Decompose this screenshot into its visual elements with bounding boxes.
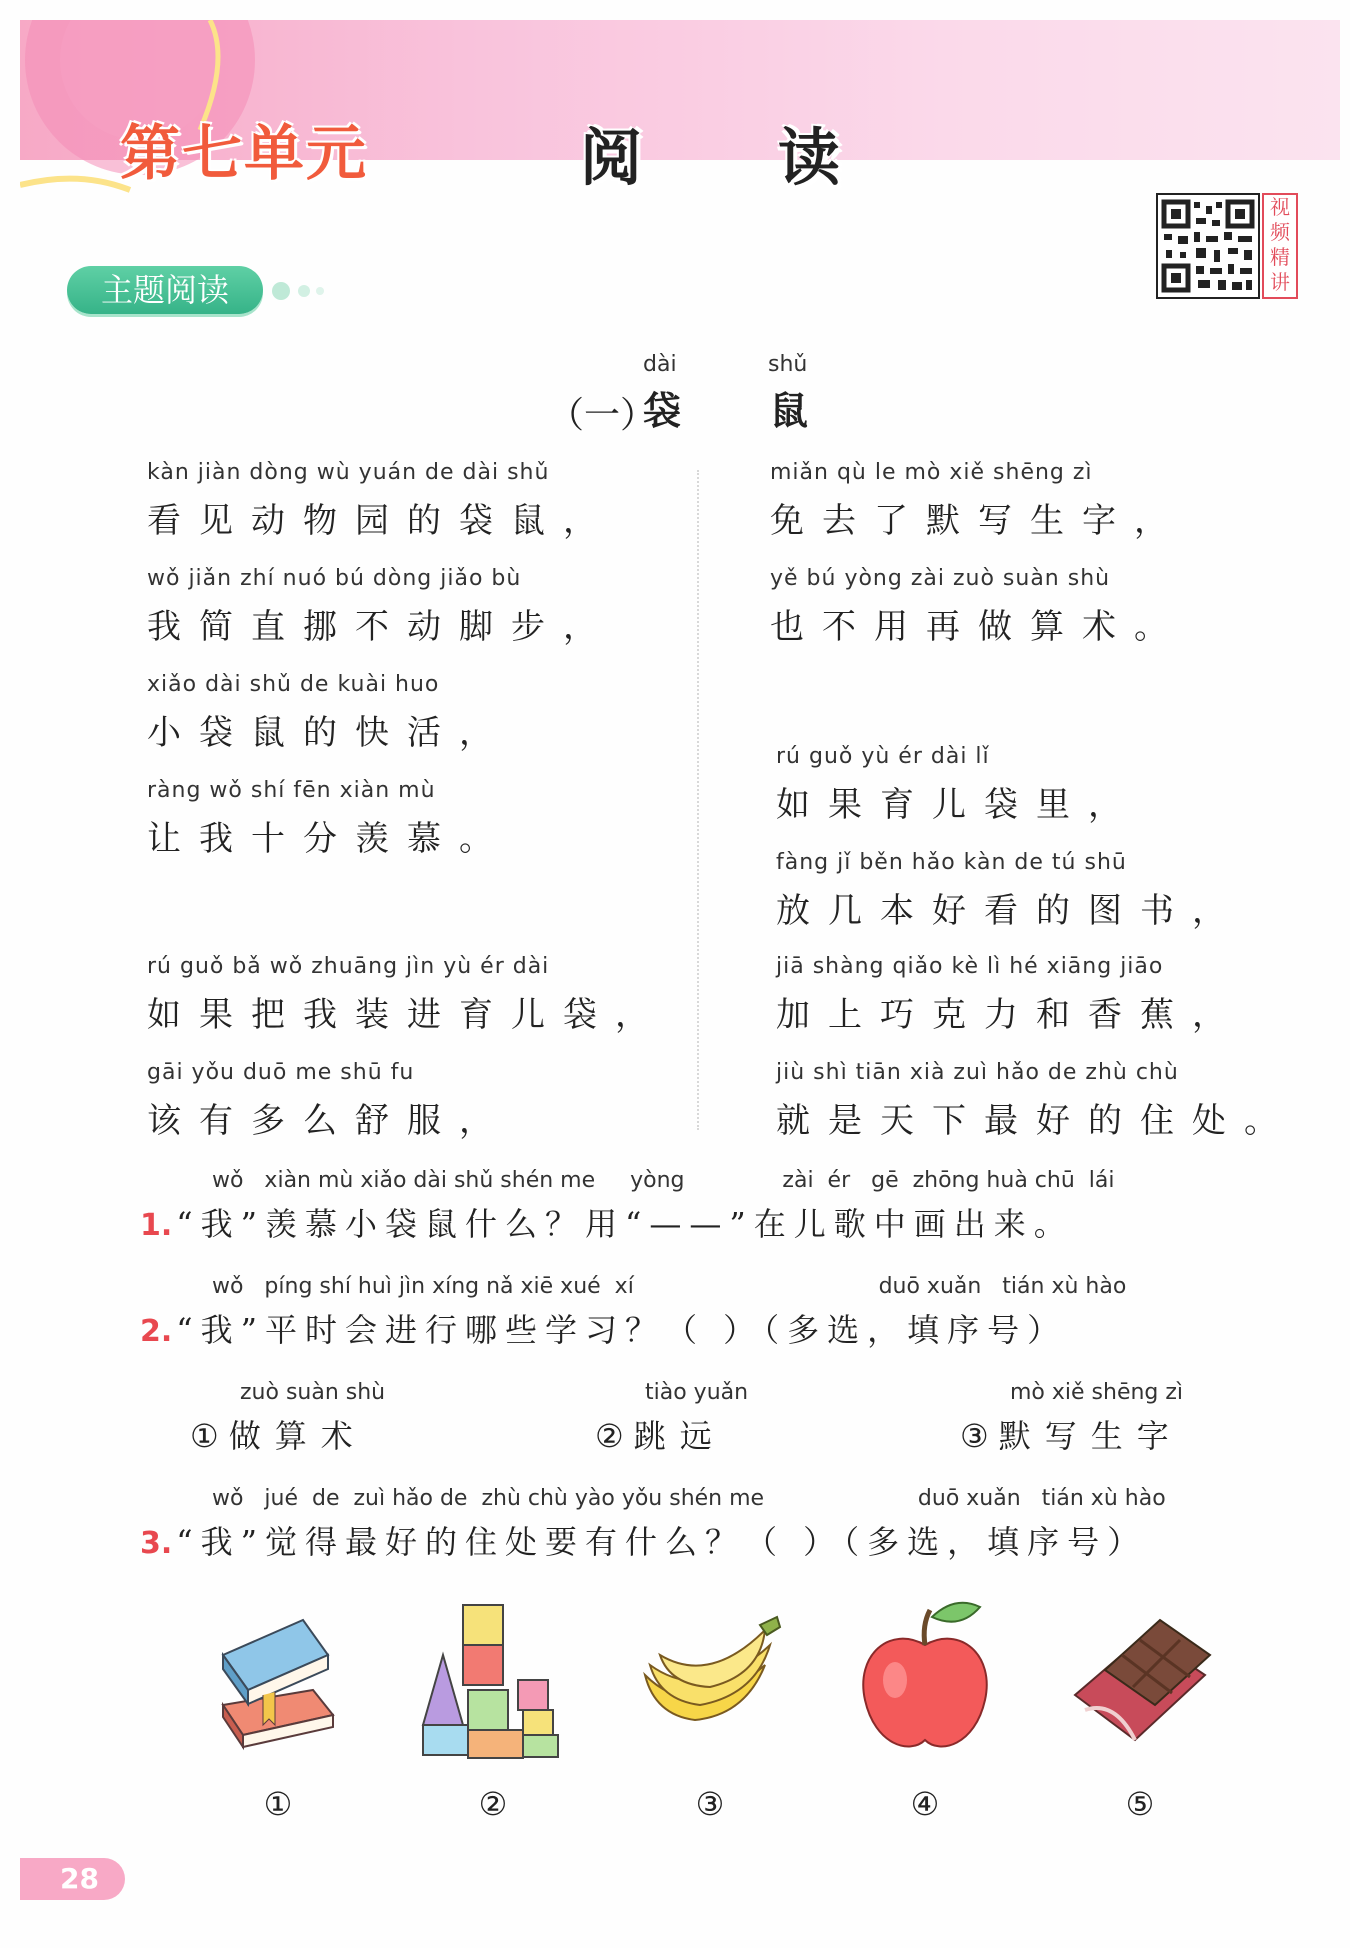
poem-line-text: 放几本好看的图书， [776,891,1244,931]
books-icon [203,1595,353,1765]
question-pinyin: wǒ píng shí huì jìn xíng nǎ xiē xué xí duō xuǎn tián xù hào [212,1274,1127,1299]
video-label-char: 讲 [1270,270,1290,294]
option-text: 默写生字 [998,1417,1183,1455]
poem-title-pinyin: dài [643,352,677,377]
video-lesson-label[interactable] [1262,193,1298,299]
poem-line-text: 就是天下最好的住处。 [776,1101,1296,1141]
picture-mark[interactable]: ③ [695,1785,725,1823]
poem-line [776,954,1336,1036]
poem-line-pinyin: kàn jiàn dòng wù yuán de dài shǔ [147,460,550,485]
question-number: 3. [140,1526,173,1561]
poem-title-char: 袋 [643,389,682,433]
page-number: 28 [20,1858,125,1900]
poem-line-text: 我简直挪不动脚步， [147,607,615,647]
poem-line [147,954,707,1036]
section-title-char-2: 读 [778,121,841,194]
poem-line-pinyin: gāi yǒu duō me shū fu [147,1060,415,1085]
poem-line-text: 让我十分羡慕。 [147,819,511,859]
poem-line [147,672,707,754]
poem-line [776,850,1336,932]
poem-line-text: 看见动物园的袋鼠， [147,501,615,541]
theme-reading-label: 主题阅读 [67,266,263,314]
poem-line [776,744,1336,826]
decorative-dot [272,282,290,300]
video-label-char: 频 [1270,220,1290,244]
poem-line-pinyin: fàng jǐ běn hǎo kàn de tú shū [776,850,1127,875]
answer-option[interactable] [595,1380,748,1457]
option-text: 跳远 [633,1417,726,1455]
video-label-char: 视 [1270,195,1290,219]
option-pinyin: tiào yuǎn [645,1380,749,1405]
question-text[interactable]: “我”觉得最好的住处要有什么？（ ）（多选，填序号） [176,1523,1148,1561]
poem-line [770,460,1330,542]
answer-option[interactable] [190,1380,385,1457]
option-pinyin: zuò suàn shù [240,1380,386,1405]
option-mark: ③ [960,1417,989,1455]
toy-blocks-icon [418,1595,568,1765]
poem-title-pinyin: shǔ [768,352,808,377]
decorative-dot [298,285,310,297]
picture-mark[interactable]: ④ [910,1785,940,1823]
poem-line-text: 加上巧克力和香蕉， [776,995,1244,1035]
question-pinyin: wǒ jué de zuì hǎo de zhù chù yào yǒu shén me duō xuǎn tián xù hào [212,1486,1166,1511]
video-label-char: 精 [1270,245,1290,269]
poem-line-pinyin: xiǎo dài shǔ de kuài huo [147,672,440,697]
option-text: 做算术 [228,1417,367,1455]
chocolate-icon [1065,1595,1215,1765]
question-number: 2. [140,1314,173,1349]
poem-title-number: （一） [548,395,657,436]
unit-title: 第七单元 [120,119,368,189]
poem-line [147,778,707,860]
poem-line [147,1060,707,1142]
option-mark: ② [595,1417,624,1455]
section-title-char-1: 阅 [580,121,643,194]
poem-line-pinyin: rú guǒ yù ér dài lǐ [776,744,990,769]
option-pinyin: mò xiě shēng zì [1010,1380,1184,1405]
poem-line-text: 该有多么舒服， [147,1101,511,1141]
qr-code[interactable] [1156,193,1260,299]
poem-line-pinyin: miǎn qù le mò xiě shēng zì [770,460,1093,485]
picture-mark[interactable]: ② [478,1785,508,1823]
question-text[interactable]: “我”平时会进行哪些学习？（ ）（多选，填序号） [176,1311,1068,1349]
bananas-icon [635,1595,785,1765]
poem-line-pinyin: yě bú yòng zài zuò suàn shù [770,566,1111,591]
poem-line-text: 也不用再做算术。 [770,607,1186,647]
option-mark: ① [190,1417,219,1455]
poem-line [147,460,707,542]
poem-title-char: 鼠 [770,389,809,433]
question-1 [140,1168,1310,1245]
decorative-dot [316,287,324,295]
poem-line [770,566,1330,648]
poem-line [776,1060,1336,1142]
question-pinyin: wǒ xiàn mù xiǎo dài shǔ shén me yòng zài ér gē zhōng huà chū lái [212,1168,1115,1193]
question-number: 1. [140,1208,173,1243]
apple-icon [850,1595,1000,1765]
poem-line-text: 如果把我装进育儿袋， [147,995,667,1035]
answer-option[interactable] [960,1380,1183,1457]
poem-line-text: 免去了默写生字， [770,501,1186,541]
poem-line-text: 小袋鼠的快活， [147,713,511,753]
picture-mark[interactable]: ⑤ [1125,1785,1155,1823]
question-2 [140,1274,1310,1351]
poem-line-pinyin: ràng wǒ shí fēn xiàn mù [147,778,436,803]
poem-line [147,566,707,648]
poem-line-pinyin: jiā shàng qiǎo kè lì hé xiāng jiāo [776,954,1164,979]
poem-line-text: 如果育儿袋里， [776,785,1140,825]
poem-line-pinyin: wǒ jiǎn zhí nuó bú dòng jiǎo bù [147,566,522,591]
question-text: “我”羡慕小袋鼠什么？用“——”在儿歌中画出来。 [176,1205,1074,1243]
picture-mark[interactable]: ① [263,1785,293,1823]
poem-line-pinyin: jiù shì tiān xià zuì hǎo de zhù chù [776,1060,1179,1085]
question-3 [140,1486,1310,1563]
poem-line-pinyin: rú guǒ bǎ wǒ zhuāng jìn yù ér dài [147,954,550,979]
